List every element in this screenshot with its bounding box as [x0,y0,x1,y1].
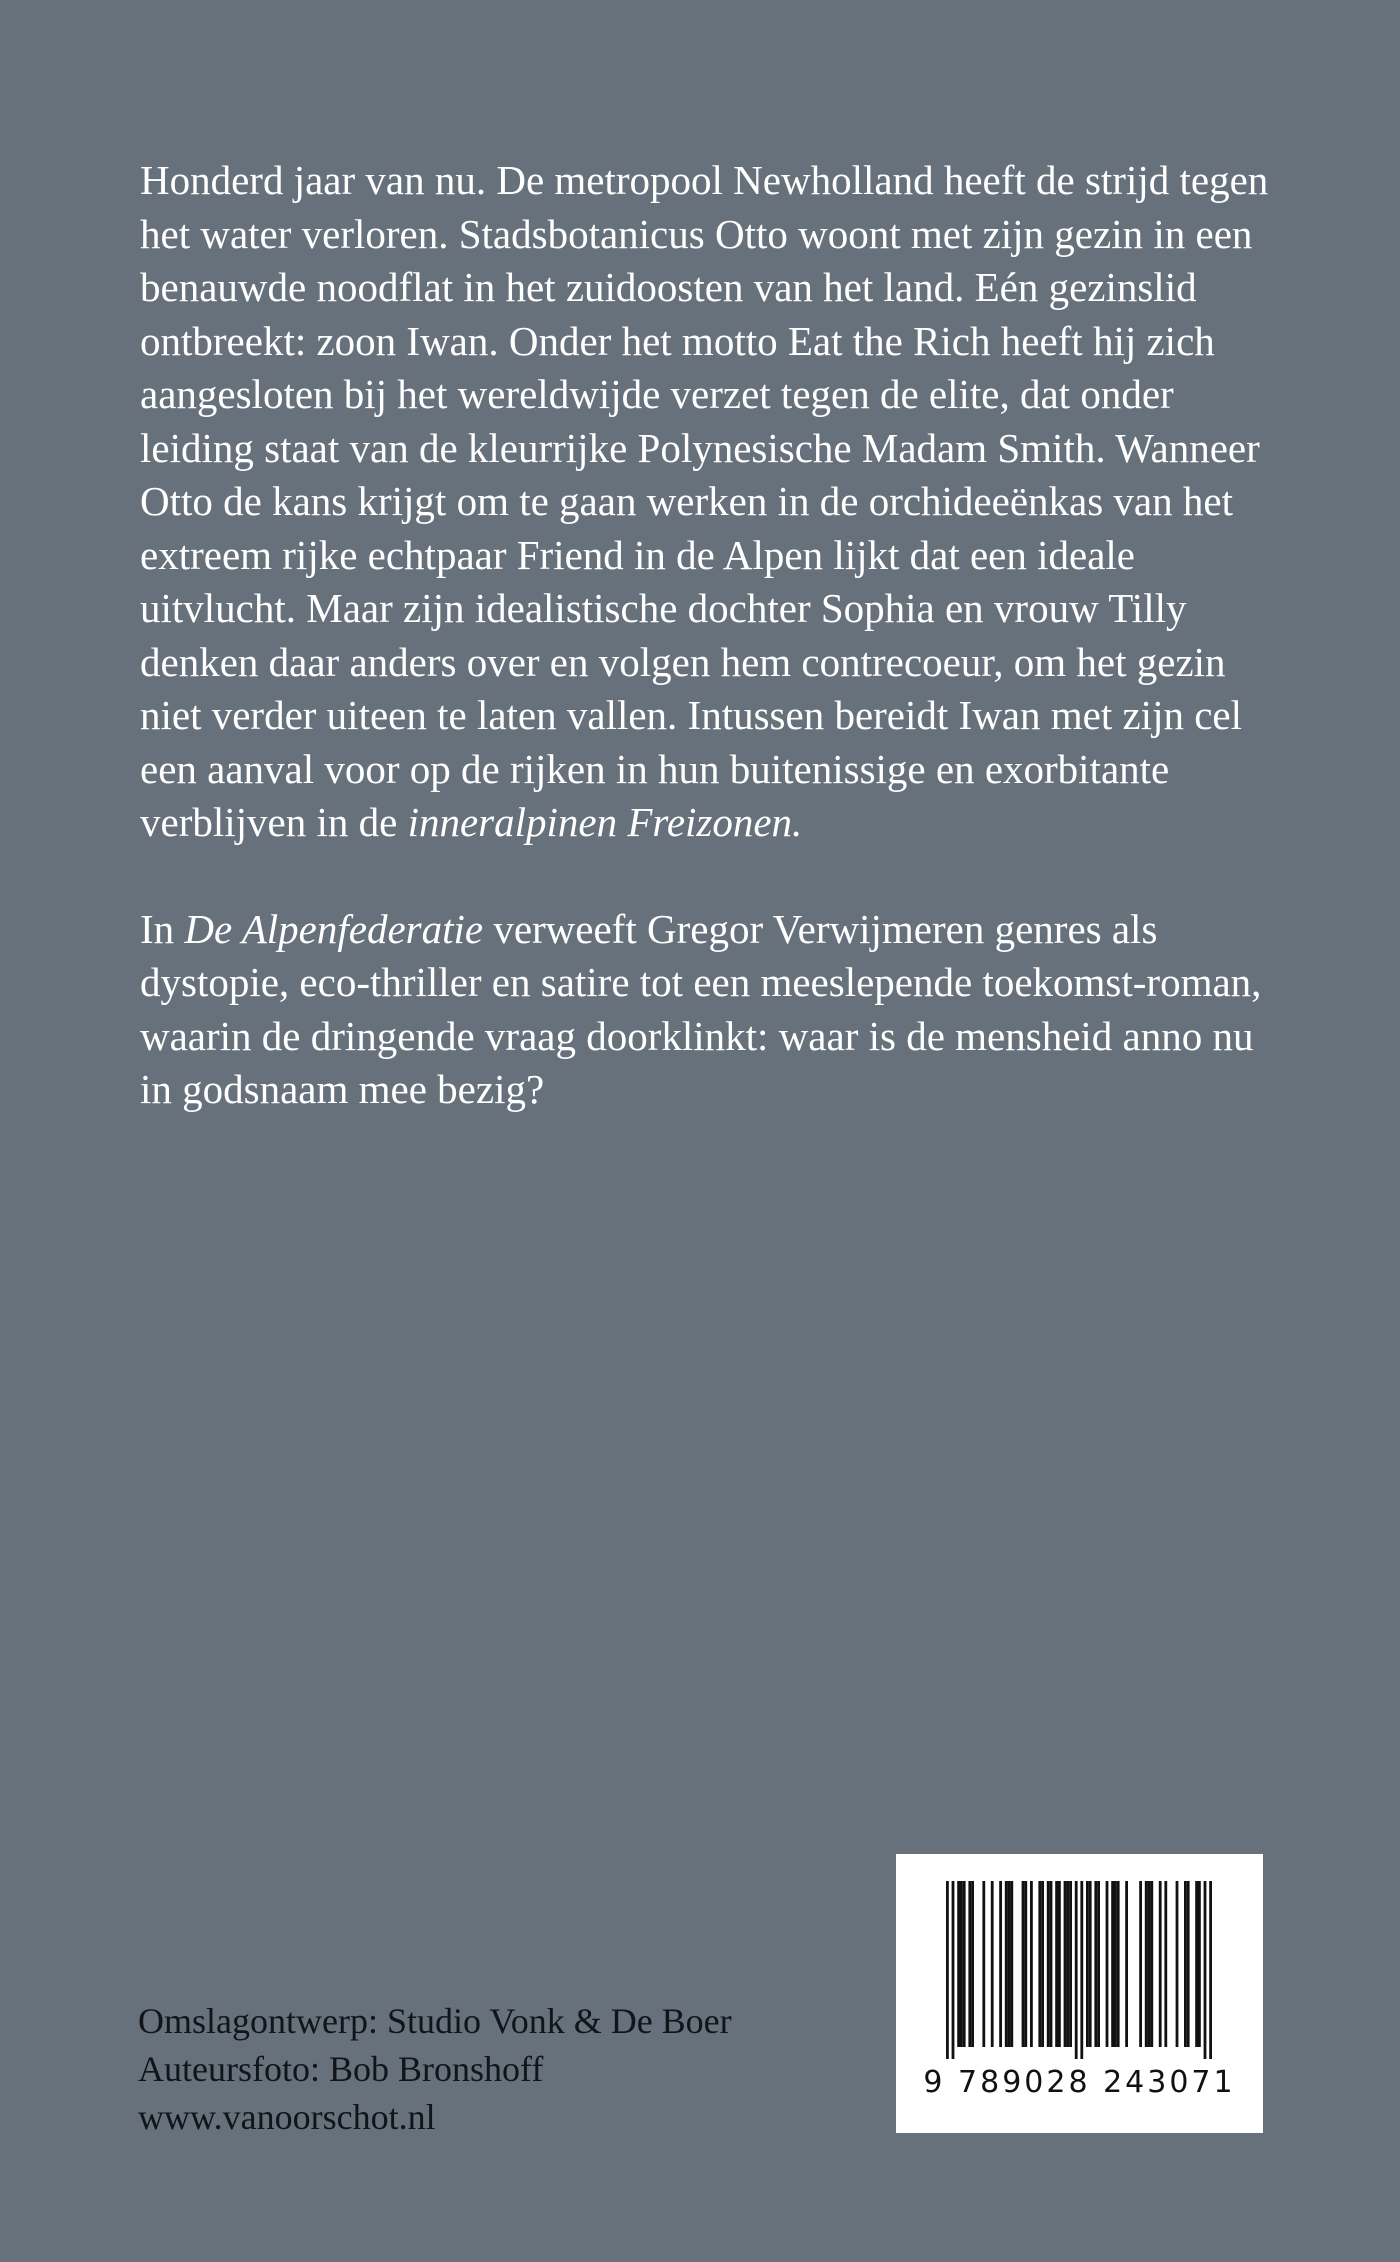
barcode-bar [1195,1881,1198,2047]
barcode-bar [991,1881,994,2047]
blurb-paragraph-2-lead: In [140,905,175,952]
barcode-bar [1055,1881,1058,2047]
barcode-bar [1164,1881,1167,2047]
barcode-bar [1187,1881,1190,2047]
barcode-bar [1094,1881,1097,2047]
barcode-bar [1008,1881,1011,2047]
blurb-paragraph-1 [140,154,1270,850]
barcode-bar [952,1881,955,2059]
barcode-bar [1106,1881,1109,2047]
barcode-bar [1075,1881,1078,2059]
barcode-bar [999,1881,1002,2047]
blurb-paragraph-2 [140,903,1270,1117]
barcode-bar [1150,1881,1153,2047]
barcode-bar [1148,1881,1151,2047]
barcode-bar [1089,1881,1092,2047]
author-photo-credit: Auteursfoto: Bob Bronshoff [138,2049,544,2089]
book-title: De Alpenfederatie [184,905,484,952]
barcode-bar [960,1881,963,2047]
barcode-bar [1066,1881,1069,2047]
barcode-bar [1041,1881,1044,2047]
barcode-bar [1159,1881,1162,2047]
credits [138,1997,732,2141]
barcode-bar [1139,1881,1142,2047]
barcode-bar [1080,1881,1083,2059]
barcode-bar [1005,1881,1008,2047]
cover-design-credit: Omslagontwerp: Studio Vonk & De Boer [138,2001,732,2041]
barcode-bar [1184,1881,1187,2047]
barcode-bar [1058,1881,1061,2047]
blurb-italic-term: inneralpinen Freizonen. [407,799,803,845]
barcode-bar [1047,1881,1050,2047]
barcode-bar [1030,1881,1033,2047]
barcode-bar [1038,1881,1041,2047]
barcode-bar [1117,1881,1120,2047]
barcode-bar [1111,1881,1114,2047]
barcode-bar [957,1881,960,2047]
blurb-paragraph-2-text: verweeft Gregor Verwijmeren genres als dystopie, eco-thriller en satire tot een meeslepende toekomst-roman, waarin de dringende vraag doorklinkt: waar is de mensheid anno nu in godsnaam mee bezig? [140,905,1262,1112]
barcode-bar [1125,1881,1128,2047]
barcode-bar [1204,1881,1207,2059]
barcode-bar [1145,1881,1148,2047]
barcode-bar [968,1881,971,2047]
barcode-bar [946,1881,949,2059]
barcode-bar [1086,1881,1089,2047]
barcode-bar [971,1881,974,2047]
barcode-bar [1022,1881,1025,2047]
barcode-bar [1069,1881,1072,2047]
barcode-bar [1176,1881,1179,2047]
barcode-bar [1209,1881,1212,2059]
blurb [140,154,1270,1117]
barcode-bar [1024,1881,1027,2047]
barcode-bar [982,1881,985,2047]
isbn-digits: 9 789028 243071 [923,2065,1236,2100]
barcode-bar [1010,1881,1013,2047]
barcode-bar [1114,1881,1117,2047]
barcode-bar [963,1881,966,2047]
barcode [946,1881,1213,2059]
publisher-website: www.vanoorschot.nl [138,2097,436,2137]
blurb-paragraph-1-text: Honderd jaar van nu. De metropool Newholland heeft de strijd tegen het water verloren. Stadsbotanicus Otto woont met zijn gezin in een benauwde noodflat in het zuidoosten van het land. Eén gezinslid ontbreekt: zoon Iwan. Onder het motto Eat the Rich heeft hij zich aangesloten bij het wereldwijde verzet tegen de elite, dat onder leiding staat van de kleurrijke Polynesische Madam Smith. Wanneer Otto de kans krijgt om te gaan werken in de orchideeënkas van het extreem rijke echtpaar Friend in de Alpen lijkt dat een ideale uitvlucht. Maar zijn idealistische dochter Sophia en vrouw Tilly denken daar anders over en volgen hem contrecoeur, om het gezin niet verder uiteen te laten vallen. Intussen bereidt Iwan met zijn cel een aanval voor op de rijken in hun buitenissige en exorbitante verblijven in de [140,157,1269,845]
barcode-bar [1198,1881,1201,2047]
barcode-bar [1050,1881,1053,2047]
barcode-bar [1064,1881,1067,2047]
barcode-box [896,1854,1263,2133]
barcode-bar [1097,1881,1100,2047]
